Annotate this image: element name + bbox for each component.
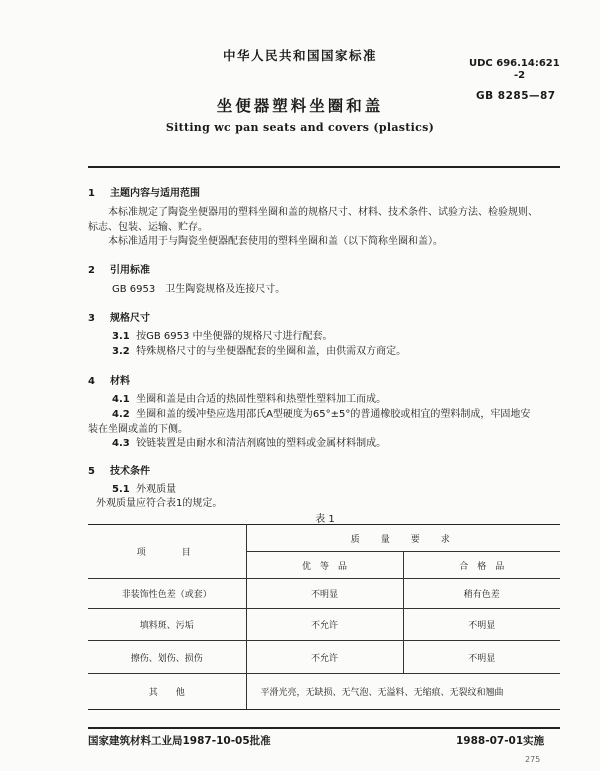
item-3-2: 3.2 特殊规格尺寸的与坐便器配套的坐圈和盖，由供需双方商定。 [112, 346, 407, 357]
issuing-authority: 中华人民共和国国家标准 [222, 48, 377, 63]
table-row: 擦伤、划伤、损伤 不允许 不明显 [88, 641, 560, 674]
standard-number: GB 8285—87 [476, 90, 556, 102]
table-row-other: 其 他 平滑光亮，无缺损、无气泡、无溢料、无缩痕、无裂纹和翘曲 [88, 674, 560, 710]
item-4-1: 4.1 坐圈和盖是由合适的热固性塑料和热塑性塑料加工而成。 [112, 394, 387, 405]
item-4-2-cont: 装在坐圈或盖的下侧。 [88, 424, 188, 435]
page-number: 275 [525, 755, 541, 764]
item-5-1: 5.1 外观质量 [112, 484, 177, 495]
section-5-para-1: 外观质量应符合表1的规定。 [96, 498, 223, 509]
footer-divider [88, 727, 560, 729]
table-caption: 表 1 [315, 514, 335, 525]
approval-info: 国家建筑材料工业局1987-10-05批准 [88, 735, 271, 747]
item-4-2: 4.2 坐圈和盖的缓冲垫应选用邵氏A型硬度为65°±5°的普通橡胶或相宜的塑料制成，牢固地安 [112, 409, 531, 420]
section-1-para-1-cont: 标志、包装、运输、贮存。 [88, 222, 208, 233]
appearance-quality-table [88, 524, 560, 710]
effective-date: 1988-07-01实施 [456, 735, 545, 747]
table-row: 填料斑、污垢 不允许 不明显 [88, 609, 560, 641]
document-title-en: Sitting wc pan seats and covers (plastics) [165, 121, 435, 134]
header-divider [88, 166, 560, 168]
document-title-cn: 坐便器塑料坐圈和盖 [216, 97, 384, 115]
section-5-heading: 5 技术条件 [88, 466, 150, 477]
section-1-heading: 1 主题内容与适用范围 [88, 188, 200, 199]
header-item: 项 目 [88, 525, 246, 579]
header-quality: 质 量 要 求 [246, 525, 560, 552]
section-2-para-1: GB 6953 卫生陶瓷规格及连接尺寸。 [112, 284, 286, 295]
section-1-para-1: 本标准规定了陶瓷坐便器用的塑料坐圈和盖的规格尺寸、材料、技术条件、试验方法、检验规则、 [108, 207, 538, 218]
section-2-heading: 2 引用标准 [88, 265, 150, 276]
item-4-3: 4.3 铰链装置是由耐水和清洁剂腐蚀的塑料或金属材料制成。 [112, 438, 387, 449]
header-ok: 合 格 品 [403, 552, 560, 579]
item-3-1: 3.1 按GB 6953 中坐便器的规格尺寸进行配套。 [112, 331, 333, 342]
udc-code: UDC 696.14:621 [469, 58, 560, 69]
section-1-para-2: 本标准适用于与陶瓷坐便器配套使用的塑料坐圈和盖（以下简称坐圈和盖）。 [108, 236, 443, 247]
section-3-heading: 3 规格尺寸 [88, 313, 150, 324]
udc-code-suffix: -2 [514, 70, 526, 81]
section-4-heading: 4 材料 [88, 376, 130, 387]
header-good: 优 等 品 [246, 552, 403, 579]
table-row: 非装饰性色差（或套） 不明显 稍有色差 [88, 579, 560, 609]
